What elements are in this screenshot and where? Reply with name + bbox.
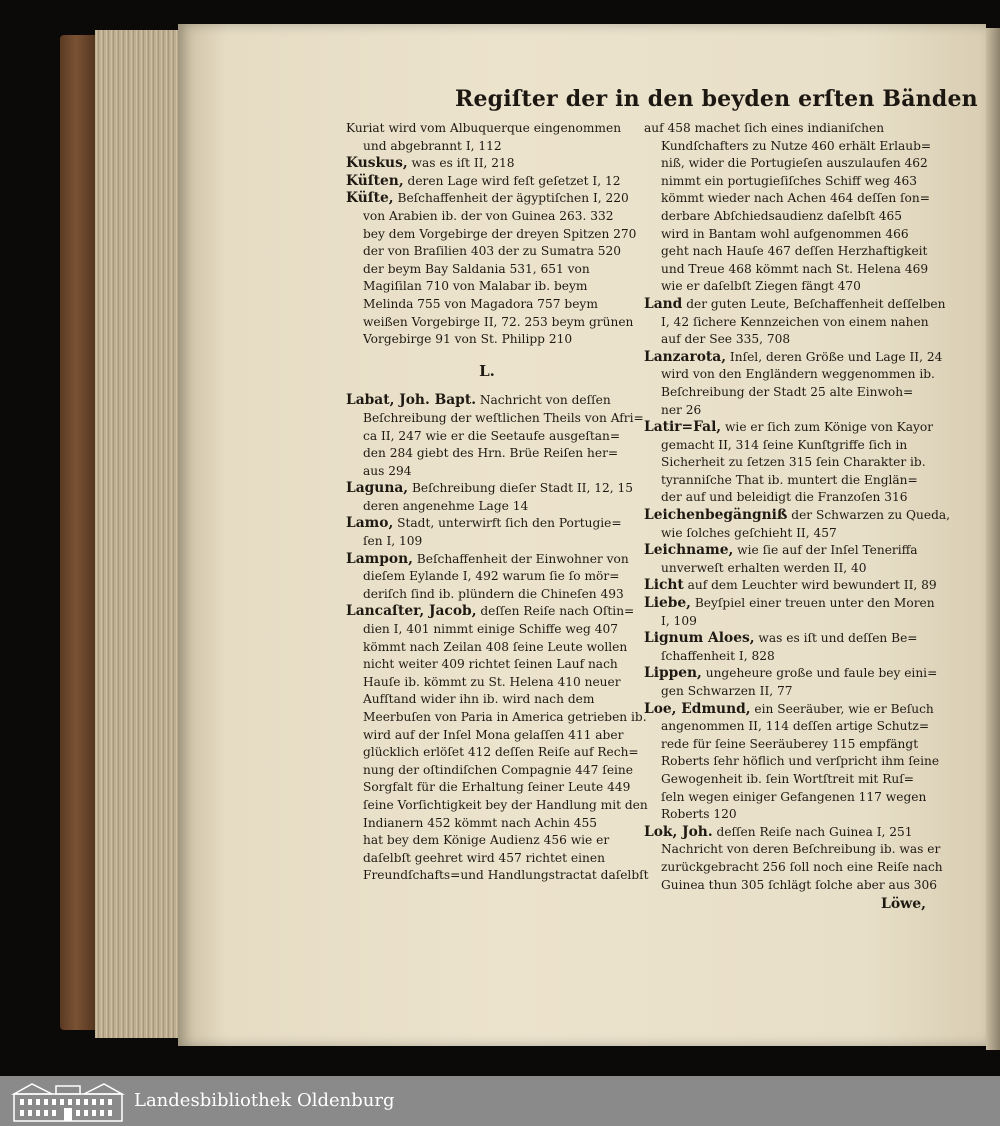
entry-continuation-line: kömmt wieder nach Achen 464 deſſen ſon=	[661, 191, 930, 206]
entry-text: auf 458 machet ſich eines indianiſchen	[644, 121, 885, 135]
entry-continuation-line: glücklich erlöſet 412 deſſen Reiſe auf Rech=	[363, 745, 639, 760]
entry-continuation-line: daſelbſt geehret wird 457 richtet einen	[363, 850, 605, 865]
entry-continuation-line: deren angenehme Lage 14	[363, 498, 529, 513]
entry-continuation-line: ſchaffenheit I, 828	[661, 648, 775, 663]
entry-keyword: Loe, Edmund,	[644, 700, 751, 717]
entry-text: Inſel, deren Größe und Lage II, 24	[726, 349, 943, 364]
index-entry	[644, 577, 937, 595]
index-entry	[644, 295, 946, 349]
letter-heading: L.	[479, 361, 495, 380]
entries-after-heading	[346, 392, 649, 885]
entry-continuation-line: Aufſtand wider ihn ib. wird nach dem	[363, 692, 595, 707]
entry-continuation-line: tyranniſche That ib. muntert die Englän=	[661, 472, 918, 487]
index-entry	[644, 823, 943, 894]
entry-continuation-line: nung der oſtindiſchen Compagnie 447 ſeine	[363, 762, 633, 777]
index-entry	[644, 542, 926, 577]
index-entry	[644, 120, 932, 296]
entry-continuation-line: Guinea thun 305 ſchlägt ſolche aber aus 306	[661, 877, 938, 892]
index-entry	[644, 507, 951, 542]
entry-continuation-line: von Arabien ib. der von Guinea 263. 332	[363, 208, 614, 223]
entry-continuation-line: Roberts 120	[661, 807, 737, 822]
entry-continuation-line: ca II, 247 wie er die Seetaufe ausgeſtan=	[363, 428, 621, 443]
entry-first-line	[644, 120, 926, 138]
entry-continuation-line: dien I, 401 nimmt einige Schiffe weg 407	[363, 622, 618, 637]
entry-text: Nachricht von deſſen	[476, 393, 611, 408]
index-entry	[644, 630, 926, 665]
entry-text: der Schwarzen zu Queda,	[787, 508, 951, 523]
entry-continuation-line: Kundſchafters zu Nutze 460 erhält Erlaub=	[661, 138, 932, 153]
index-entry	[346, 173, 628, 191]
entry-keyword: Laguna,	[346, 480, 409, 497]
entry-continuation-line: rede für ſeine Seeräuberey 115 empfängt	[661, 736, 919, 751]
entry-continuation-line: I, 42 ſichere Kennzeichen von einem nahen	[661, 314, 929, 329]
facing-page-edge	[986, 28, 1000, 1050]
entry-first-line	[346, 155, 628, 173]
entry-text: deſſen Reiſe nach Guinea I, 251	[712, 824, 913, 839]
entry-continuation-line: Beſchreibung der Stadt 25 alte Einwoh=	[661, 384, 914, 399]
entry-continuation-line: der auf und beleidigt die Franzoſen 316	[661, 490, 908, 505]
entry-keyword: Latir=Fal,	[644, 419, 722, 436]
entry-text: wie er ſich zum Könige von Kayor	[721, 420, 934, 435]
entry-continuation-line: derbare Abſchiedsaudienz daſelbſt 465	[661, 208, 902, 223]
entry-continuation-line: Gewogenheit ib. ſein Wortſtreit mit Ruſ=	[661, 771, 914, 786]
entry-first-line	[346, 515, 628, 533]
entry-continuation-line: wird in Bantam wohl aufgenommen 466	[661, 226, 909, 241]
entry-continuation-line: nimmt ein portugieſiſches Schiff weg 463	[661, 173, 918, 188]
index-entry	[644, 665, 938, 700]
entry-continuation-line: Roberts ſehr höflich und verſpricht ihm ſeine	[661, 754, 940, 769]
entry-text: deſſen Reiſe nach Oſtin=	[476, 604, 635, 619]
entry-continuation-line: deriſch ſind ib. plündern die Chineſen 493	[363, 586, 624, 601]
entry-continuation-line: und abgebrannt I, 112	[363, 138, 502, 153]
entry-first-line	[346, 392, 628, 410]
book-cover-edge	[60, 35, 100, 1030]
entry-text: deren Lage wird feſt geſetzet I, 12	[403, 173, 621, 188]
entry-continuation-line: I, 109	[661, 613, 697, 628]
entry-first-line	[346, 120, 628, 138]
entry-continuation-line: bey dem Vorgebirge der dreyen Spitzen 270	[363, 226, 637, 241]
entry-text: was es iſt und deſſen Be=	[754, 631, 918, 646]
index-entry	[346, 515, 628, 550]
page-stack-edges	[95, 30, 180, 1038]
entries-before-heading	[346, 120, 637, 349]
entry-first-line	[644, 700, 934, 719]
entry-keyword: Lok, Joh.	[644, 823, 713, 840]
entry-continuation-line: ſeln wegen einiger Gefangenen 117 wegen	[661, 789, 927, 804]
entry-continuation-line: ſen I, 109	[363, 534, 423, 549]
entry-continuation-line: wie ſolches geſchieht II, 457	[661, 525, 837, 540]
entry-keyword: Lippen,	[644, 665, 702, 682]
catchword: Löwe,	[880, 896, 926, 913]
index-entry	[346, 603, 649, 885]
entry-keyword: Leichenbegängniß	[644, 507, 788, 524]
entry-continuation-line: und Treue 468 kömmt nach St. Helena 469	[661, 261, 929, 276]
entry-first-line	[346, 190, 628, 208]
entry-keyword: Lignum Aloes,	[644, 630, 755, 647]
index-column-right	[644, 120, 951, 914]
index-entry	[644, 700, 940, 824]
entry-first-line	[644, 419, 934, 437]
index-entry	[644, 348, 943, 419]
entry-text: was es iſt II, 218	[407, 156, 515, 171]
entry-continuation-line: geht nach Hauſe 467 deſſen Herzhaftigkeit	[661, 244, 928, 259]
entry-first-line	[644, 507, 951, 525]
entry-continuation-line: Hauſe ib. kömmt zu St. Helena 410 neuer	[363, 674, 621, 689]
library-building-logo	[12, 1080, 124, 1122]
entry-text: Beſchaffenheit der ägyptiſchen I, 220	[393, 191, 629, 206]
library-name: Landesbibliothek Oldenburg	[134, 1090, 395, 1111]
entry-continuation-line: Magiſilan 710 von Malabar ib. beym	[363, 279, 588, 294]
entry-continuation-line: dieſem Eylande I, 492 warum ſie ſo mör=	[363, 569, 620, 584]
entry-first-line	[644, 630, 926, 648]
entry-keyword: Liebe,	[644, 595, 691, 612]
entry-continuation-line: wie er daſelbſt Ziegen fängt 470	[661, 279, 861, 294]
index-entry	[346, 480, 633, 515]
entry-first-line	[644, 577, 937, 595]
entry-keyword: Lancaſter, Jacob,	[346, 603, 477, 620]
entry-continuation-line: niß, wider die Portugieſen auszulaufen 462	[661, 156, 928, 171]
entries-right	[644, 120, 951, 894]
entry-text: ungeheure große und faule bey eini=	[701, 666, 938, 681]
entry-keyword: Kuskus,	[346, 155, 408, 172]
entry-continuation-line: kömmt nach Zeilan 408 ſeine Leute wollen	[363, 639, 628, 654]
entry-continuation-line: angenommen II, 114 deſſen artige Schutz=	[661, 719, 930, 734]
entry-keyword: Licht	[644, 577, 684, 594]
index-entry	[346, 190, 637, 348]
entry-continuation-line: Freundſchafts=und Handlungstractat daſelbſt	[363, 868, 649, 883]
entry-first-line	[346, 173, 628, 191]
entry-keyword: Lampon,	[346, 550, 413, 567]
entry-continuation-line: Sorgfalt für die Erhaltung ſeiner Leute 449	[363, 780, 631, 795]
entry-first-line	[644, 665, 938, 683]
entry-keyword: Lamo,	[346, 515, 394, 532]
entry-text: Beſchreibung dieſer Stadt II, 12, 15	[408, 481, 633, 496]
entry-continuation-line: zurückgebracht 256 ſoll noch eine Reiſe nach	[661, 859, 943, 874]
entry-first-line	[644, 595, 935, 613]
entry-continuation-line: aus 294	[363, 463, 412, 478]
entry-continuation-line: Indianern 452 kömmt nach Achin 455	[363, 815, 598, 830]
entry-first-line	[346, 480, 633, 498]
library-footer-bar	[0, 1076, 1000, 1126]
entry-text: Beyſpiel einer treuen unter den Moren	[690, 596, 935, 611]
entry-text: auf dem Leuchter wird bewundert II, 89	[683, 578, 937, 593]
page-header: Regiſter der in den beyden erſten Bänden	[455, 86, 978, 112]
entry-text: Kuriat wird vom Albuquerque eingenommen	[346, 121, 622, 135]
entry-keyword: Land	[644, 295, 683, 312]
entry-continuation-line: den 284 giebt des Hrn. Brüe Reiſen her=	[363, 446, 619, 461]
entry-keyword: Leichname,	[644, 542, 734, 559]
index-entry	[346, 551, 628, 604]
entry-text: Beſchaffenheit der Einwohner von	[412, 551, 629, 566]
entry-continuation-line: nicht weiter 409 richtet ſeinen Lauf nach	[363, 657, 618, 672]
entry-continuation-line: Melinda 755 von Magadora 757 beym	[363, 296, 598, 311]
entry-first-line	[346, 551, 628, 569]
entry-continuation-line: Beſchreibung der weſtlichen Theils von Afri=	[363, 410, 644, 425]
index-entry	[346, 120, 628, 155]
index-entry	[644, 419, 934, 507]
entry-continuation-line: auf der See 335, 708	[661, 332, 791, 347]
entry-continuation-line: wird auf der Inſel Mona gelaſſen 411 aber	[363, 727, 624, 742]
entry-text: Stadt, unterwirft ſich den Portugie=	[393, 516, 622, 531]
entry-continuation-line: der von Braſilien 403 der zu Sumatra 520	[363, 244, 621, 259]
index-entry	[346, 392, 644, 480]
entry-first-line	[644, 824, 926, 842]
entry-continuation-line: Sicherheit zu ſetzen 315 ſein Charakter ib.	[661, 455, 926, 470]
entry-continuation-line: Vorgebirge 91 von St. Philipp 210	[363, 332, 573, 347]
entry-continuation-line: unverweſt erhalten werden II, 40	[661, 560, 867, 575]
entry-continuation-line: gen Schwarzen II, 77	[661, 684, 793, 698]
entry-text: wie ſie auf der Inſel Teneriffa	[733, 543, 918, 558]
entry-continuation-line: ner 26	[661, 402, 702, 417]
entry-keyword: Lanzarota,	[644, 348, 727, 365]
entry-first-line	[644, 542, 926, 560]
entry-keyword: Küſten,	[346, 172, 404, 189]
entry-first-line	[644, 295, 946, 314]
index-column-left	[346, 120, 649, 885]
entry-continuation-line: ſeine Vorſichtigkeit bey der Handlung mit den	[363, 797, 648, 812]
entry-text: ein Seeräuber, wie er Beſuch	[750, 701, 934, 716]
entry-continuation-line: weißen Vorgebirge II, 72. 253 beym grünen	[363, 314, 634, 329]
entry-continuation-line: Meerbuſen von Paria in America getrieben ib.	[363, 710, 647, 724]
entry-continuation-line: der beym Bay Saldania 531, 651 von	[363, 261, 590, 276]
entry-text: der guten Leute, Beſchaffenheit deſſelben	[682, 296, 946, 311]
entry-keyword: Küſte,	[346, 190, 394, 207]
entry-first-line	[346, 603, 635, 621]
entry-keyword: Labat, Joh. Bapt.	[346, 392, 476, 409]
entry-continuation-line: gemacht II, 314 ſeine Kunſtgriffe ſich in	[661, 437, 908, 452]
entry-continuation-line: wird von den Engländern weggenommen ib.	[661, 367, 935, 382]
entry-continuation-line: hat bey dem Könige Audienz 456 wie er	[363, 833, 610, 848]
index-entry	[644, 595, 935, 630]
index-entry	[346, 155, 628, 173]
entry-continuation-line: Nachricht von deren Beſchreibung ib. was er	[661, 842, 941, 857]
entry-first-line	[644, 348, 943, 367]
